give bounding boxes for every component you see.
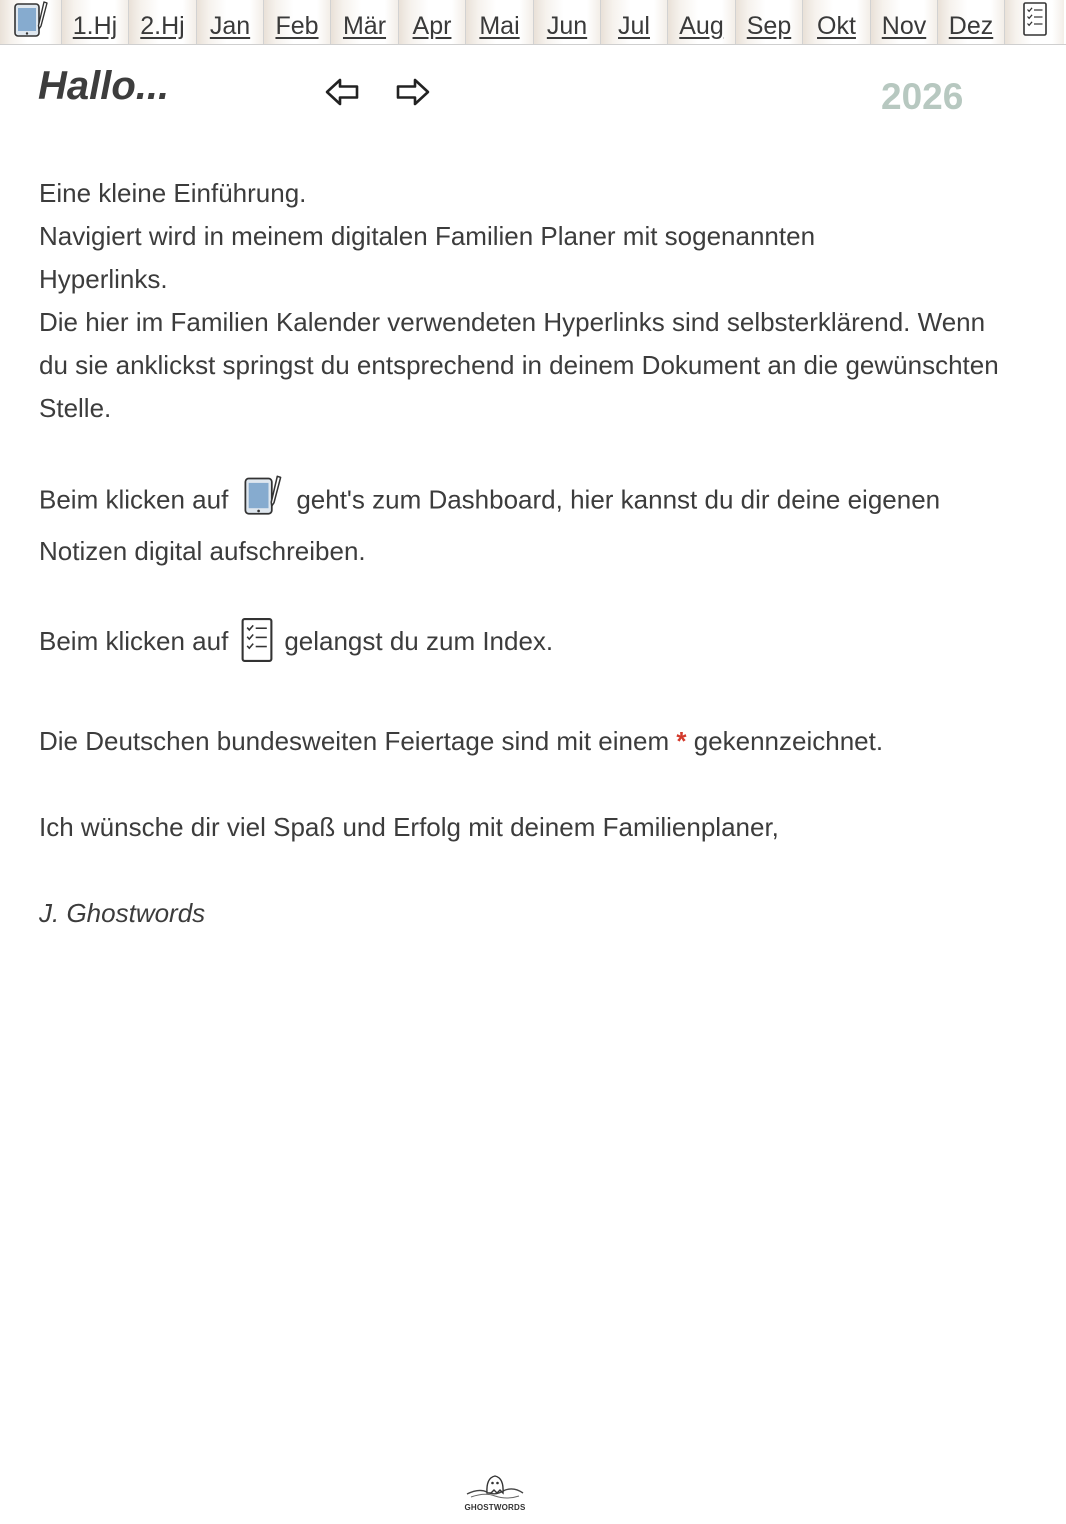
- checklist-icon: [240, 616, 274, 677]
- intro-line: Eine kleine Einführung.: [39, 178, 307, 208]
- tab-okt[interactable]: [803, 0, 871, 44]
- tab-feb[interactable]: [264, 0, 331, 44]
- year-label: 2026: [881, 76, 964, 117]
- tab-label: Apr: [412, 12, 452, 40]
- closing-text: Ich wünsche dir viel Spaß und Erfolg mit deinem Familienplaner,: [39, 812, 779, 842]
- tab-2-halbjahr[interactable]: [129, 0, 197, 44]
- arrow-right-icon: [395, 94, 431, 111]
- index-hint-after: gelangst du zum Index.: [284, 626, 554, 656]
- intro-line: Navigiert wird in meinem digitalen Familien Planer mit sogenannten Hyperlinks.: [39, 221, 816, 294]
- tab-apr[interactable]: [399, 0, 466, 44]
- arrow-left-icon: [324, 94, 360, 111]
- next-page-button[interactable]: [395, 77, 431, 107]
- tab-label: Dez: [948, 12, 994, 40]
- tab-label: Nov: [881, 12, 927, 40]
- tab-dez[interactable]: [938, 0, 1005, 44]
- ghost-icon: [465, 1470, 525, 1505]
- intro-line: Die hier im Familien Kalender verwendeten Hyperlinks sind selbsterklärend. Wenn du sie anklickst springst du entsprechend in deinem Dokument an die gewünschten Stelle.: [39, 307, 999, 423]
- holiday-star-marker: *: [676, 726, 687, 756]
- index-hint: [39, 616, 1039, 677]
- tab-label: 2.Hj: [140, 12, 185, 40]
- top-navigation: [0, 0, 1066, 45]
- ghostwords-logo: [462, 1470, 528, 1512]
- dashboard-hint: [39, 473, 1029, 573]
- tab-label: Jan: [209, 12, 251, 40]
- tab-jun[interactable]: [534, 0, 601, 44]
- previous-page-button[interactable]: [324, 77, 360, 107]
- tab-label: Jul: [618, 12, 650, 40]
- tab-aug[interactable]: [668, 0, 736, 44]
- tab-label: Aug: [679, 12, 724, 40]
- tab-label: Sep: [746, 12, 792, 40]
- holiday-hint-after: gekennzeichnet.: [693, 726, 884, 756]
- tab-label: Mai: [479, 12, 520, 40]
- tab-nov[interactable]: [871, 0, 938, 44]
- tablet-pen-icon: [11, 0, 51, 46]
- signature: J. Ghostwords: [39, 898, 206, 928]
- tab-mai[interactable]: [466, 0, 534, 44]
- tab-jul[interactable]: [601, 0, 668, 44]
- index-hint-before: Beim klicken auf: [39, 626, 229, 656]
- tab-label: 1.Hj: [72, 12, 118, 40]
- dashboard-hint-before: Beim klicken auf: [39, 484, 229, 515]
- tab-maer[interactable]: [331, 0, 399, 44]
- tab-jan[interactable]: [197, 0, 264, 44]
- holiday-hint-before: Die Deutschen bundesweiten Feiertage sind mit einem: [39, 726, 670, 756]
- checklist-icon: [1022, 1, 1048, 44]
- tab-sep[interactable]: [736, 0, 803, 44]
- tab-1-halbjahr[interactable]: [62, 0, 129, 44]
- holiday-hint: [39, 720, 1039, 763]
- logo-text: GHOSTWORDS: [464, 1503, 526, 1512]
- tab-label: Feb: [275, 12, 319, 40]
- tab-label: Jun: [546, 12, 588, 40]
- page-title: Hallo...: [38, 64, 170, 108]
- tablet-pen-icon: [240, 473, 286, 530]
- tab-label: Okt: [817, 12, 856, 40]
- dashboard-link[interactable]: [0, 0, 62, 44]
- dashboard-hint-after: geht's zum Dashboard, hier kannst du dir deine eigenen Notizen digital aufschreiben.: [39, 484, 941, 566]
- intro-text: [39, 172, 1039, 935]
- tab-label: Mär: [342, 12, 387, 40]
- index-link[interactable]: [1005, 0, 1064, 44]
